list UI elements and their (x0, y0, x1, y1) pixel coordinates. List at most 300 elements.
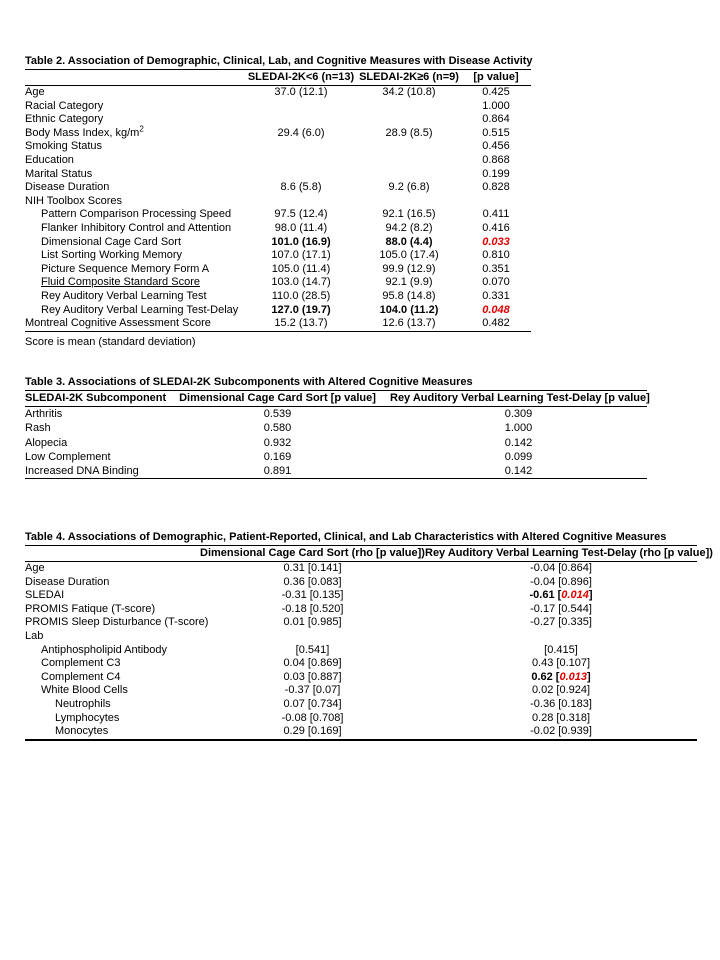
table-row (25, 290, 531, 304)
row-label: Lymphocytes (55, 711, 120, 724)
value-cell (425, 576, 697, 590)
table-row (25, 208, 531, 222)
value-cell (200, 644, 425, 658)
significant-pvalue: 0.014 (561, 589, 589, 602)
table2 (25, 70, 531, 332)
row-label-cell (25, 276, 245, 290)
table2-footnote: Score is mean (standard deviation) (25, 335, 196, 348)
value-cell (357, 249, 461, 263)
value-text: [0.415] (544, 643, 578, 656)
row-label-cell (25, 464, 165, 479)
value-cell (461, 249, 531, 263)
value-text: 0.070 (482, 276, 510, 289)
row-label-cell (25, 124, 245, 141)
value-cell (357, 154, 461, 168)
value-text: 0.07 [0.734] (283, 697, 342, 710)
value-cell (461, 290, 531, 304)
table-row (25, 236, 531, 250)
row-label-cell (25, 576, 200, 590)
value-cell (357, 290, 461, 304)
value-cell (245, 222, 357, 236)
row-label: Fluid Composite Standard Score (41, 276, 200, 289)
row-label-cell (25, 154, 245, 168)
row-label-cell (25, 603, 200, 617)
significant-pvalue: 0.013 (559, 670, 587, 683)
row-label: Marital Status (25, 167, 93, 180)
table-row (25, 712, 697, 726)
value-cell (357, 236, 461, 250)
table4 (25, 546, 713, 741)
row-label: Increased DNA Binding (25, 465, 139, 478)
value-text: 0.416 (482, 221, 510, 234)
row-label: Alopecia (25, 436, 68, 449)
row-label-cell (25, 317, 245, 331)
value-text: 0.331 (482, 289, 510, 302)
row-label-cell (25, 195, 245, 209)
row-label-cell (25, 113, 245, 127)
row-label-cell (25, 407, 165, 422)
value-text: 37.0 (12.1) (274, 86, 328, 98)
table2-header-row (25, 70, 531, 86)
table-row (25, 589, 697, 603)
value-text: 0.03 [0.887] (283, 670, 342, 683)
value-cell (425, 725, 697, 740)
value-text: 0.43 [0.107] (531, 657, 591, 670)
value-cell (245, 154, 357, 168)
value-text: 0.351 (482, 262, 510, 275)
value-text: 99.9 (12.9) (382, 262, 436, 275)
value-cell (200, 684, 425, 698)
value-text: 12.6 (13.7) (382, 317, 436, 330)
row-label-cell (25, 671, 200, 685)
row-label: Education (25, 153, 74, 166)
row-label-cell (25, 684, 200, 698)
table-row (25, 263, 531, 277)
table-row (25, 698, 697, 712)
row-label: Low Complement (25, 450, 111, 463)
row-label-cell (25, 168, 245, 182)
row-label: Rash (25, 422, 51, 435)
table-row (25, 154, 531, 168)
row-label-cell (25, 630, 200, 644)
value-cell (245, 317, 357, 331)
table-row (25, 725, 697, 740)
row-label: Lab (25, 629, 44, 642)
value-cell (245, 86, 357, 100)
value-cell (461, 195, 531, 209)
value-cell (200, 630, 425, 644)
value-text: ] (587, 670, 591, 683)
value-cell (245, 181, 357, 195)
value-text: ] (588, 589, 593, 602)
table-row (25, 304, 531, 318)
value-text: -0.61 [ (529, 589, 562, 602)
value-cell (461, 140, 531, 154)
value-cell (461, 100, 531, 114)
table3-header-dccs: Dimensional Cage Card Sort [p value] (165, 391, 390, 407)
value-text: 98.0 (11.4) (274, 221, 328, 234)
value-cell (461, 236, 531, 250)
value-cell (245, 100, 357, 114)
value-cell (245, 304, 357, 318)
row-label-cell (25, 263, 245, 277)
row-label-cell (25, 140, 245, 154)
value-text: 1.000 (504, 422, 533, 435)
value-cell (390, 407, 647, 422)
value-text: 0.482 (482, 317, 510, 330)
table-row (25, 140, 531, 154)
table-row (25, 616, 697, 630)
value-text: 0.580 (263, 422, 292, 435)
value-text: 0.868 (482, 153, 510, 166)
value-text: 127.0 (19.7) (271, 303, 331, 316)
value-cell (390, 436, 647, 450)
value-cell (165, 464, 390, 479)
value-cell (357, 317, 461, 331)
row-label-cell (25, 222, 245, 236)
value-cell (425, 698, 697, 712)
table3-container (25, 376, 650, 479)
value-cell (425, 630, 697, 644)
value-text: -0.02 [0.939] (530, 725, 592, 738)
row-label: Complement C3 (41, 657, 121, 670)
table4-body (25, 562, 697, 740)
row-label-cell (25, 450, 165, 464)
row-label-cell (25, 725, 200, 740)
table3-title: Table 3. Associations of SLEDAI-2K Subcomponents with Altered Cognitive Measures (25, 376, 647, 391)
value-text: 0.199 (482, 167, 510, 180)
row-label: Age (25, 562, 45, 574)
value-text: -0.27 [0.335] (530, 616, 592, 629)
value-text: 0.01 [0.985] (283, 616, 342, 629)
table-row (25, 181, 531, 195)
value-text: -0.31 [0.135] (281, 589, 344, 602)
value-cell (200, 562, 425, 576)
row-label-cell (25, 100, 245, 114)
value-text: 88.0 (4.4) (385, 235, 433, 248)
table-row (25, 317, 531, 331)
value-text: 34.2 (10.8) (382, 86, 436, 98)
value-text: 0.864 (482, 113, 510, 126)
value-cell (245, 127, 357, 141)
table4-header-ravlt: Rey Auditory Verbal Learning Test-Delay (rho [p value]) (425, 546, 697, 562)
value-text: 95.8 (14.8) (382, 289, 436, 302)
row-label-cell (25, 249, 245, 263)
value-text: 103.0 (14.7) (271, 276, 331, 289)
value-cell (200, 725, 425, 740)
table-row (25, 684, 697, 698)
value-cell (357, 168, 461, 182)
table2-body (25, 86, 531, 332)
value-text: 107.0 (17.1) (271, 249, 331, 262)
value-cell (357, 86, 461, 100)
value-text: [0.541] (295, 643, 330, 656)
value-cell (357, 127, 461, 141)
value-cell (461, 127, 531, 141)
value-cell (200, 603, 425, 617)
table3-body (25, 407, 647, 479)
row-label: PROMIS Sleep Disturbance (T-score) (25, 616, 209, 629)
value-cell (461, 263, 531, 277)
row-label-cell (25, 436, 165, 450)
table-row (25, 86, 531, 100)
value-text: 8.6 (5.8) (280, 181, 322, 194)
row-label: SLEDAI (25, 589, 65, 602)
value-text: 0.169 (263, 450, 292, 463)
value-cell (461, 181, 531, 195)
row-label: Disease Duration (25, 181, 110, 194)
value-text: 0.411 (482, 208, 510, 221)
value-cell (245, 140, 357, 154)
row-label: White Blood Cells (41, 684, 128, 697)
value-cell (461, 276, 531, 290)
value-cell (245, 263, 357, 277)
value-text: -0.04 [0.896] (530, 575, 592, 588)
value-cell (245, 195, 357, 209)
value-cell (461, 86, 531, 100)
row-label-cell (25, 589, 200, 603)
value-cell (461, 168, 531, 182)
significant-pvalue: 0.033 (482, 235, 510, 248)
value-text: 104.0 (11.2) (379, 303, 439, 316)
value-cell (425, 684, 697, 698)
value-text: 0.309 (504, 408, 533, 420)
value-text: 105.0 (11.4) (271, 262, 331, 275)
value-cell (200, 657, 425, 671)
value-cell (245, 276, 357, 290)
table-row (25, 127, 531, 141)
value-cell (357, 263, 461, 277)
value-cell (245, 249, 357, 263)
row-label: Pattern Comparison Processing Speed (41, 208, 232, 221)
value-text: 0.04 [0.869] (283, 657, 342, 670)
table-row (25, 657, 697, 671)
value-text: 0.828 (482, 181, 510, 194)
value-cell (461, 317, 531, 331)
value-text: 110.0 (28.5) (271, 289, 331, 302)
row-label-cell (25, 562, 200, 576)
value-text: 94.2 (8.2) (385, 221, 433, 234)
row-label-cell (25, 290, 245, 304)
value-cell (390, 464, 647, 479)
value-text: -0.17 [0.544] (530, 602, 592, 615)
value-cell (357, 276, 461, 290)
row-label: NIH Toolbox Scores (25, 194, 123, 207)
table2-container (25, 55, 531, 349)
row-label-cell (25, 712, 200, 726)
table-row (25, 644, 697, 658)
value-text: 97.5 (12.4) (274, 208, 328, 221)
value-text: 0.62 [ (531, 670, 560, 683)
table3-header-row (25, 391, 647, 407)
value-cell (390, 421, 647, 435)
table2-header-pvalue: [p value] (461, 70, 531, 86)
value-cell (357, 195, 461, 209)
value-cell (245, 113, 357, 127)
value-cell (425, 562, 697, 576)
value-cell (165, 421, 390, 435)
table-row (25, 464, 647, 479)
value-text: 1.000 (482, 99, 510, 112)
value-cell (461, 208, 531, 222)
table-row (25, 276, 531, 290)
table2-title: Table 2. Association of Demographic, Clinical, Lab, and Cognitive Measures with Disease Activity (25, 55, 531, 70)
row-label: Age (25, 86, 45, 98)
row-label: List Sorting Working Memory (41, 249, 183, 262)
row-label: Complement C4 (41, 670, 121, 683)
value-text: 15.2 (13.7) (274, 317, 328, 330)
table-row (25, 671, 697, 685)
row-label: Racial Category (25, 99, 104, 112)
value-cell (357, 100, 461, 114)
row-label-cell (25, 644, 200, 658)
row-label: Disease Duration (25, 575, 110, 588)
value-cell (461, 154, 531, 168)
value-cell (425, 644, 697, 658)
value-cell (461, 222, 531, 236)
value-cell (200, 712, 425, 726)
value-text: 9.2 (6.8) (388, 181, 430, 194)
row-label-cell (25, 86, 245, 100)
row-label-cell (25, 421, 165, 435)
value-cell (245, 236, 357, 250)
row-label-cell (25, 657, 200, 671)
table3-header-ravlt: Rey Auditory Verbal Learning Test-Delay [p value] (390, 391, 647, 407)
value-text: 0.515 (482, 126, 510, 139)
value-text: 0.02 [0.924] (531, 684, 591, 697)
table-row (25, 630, 697, 644)
value-cell (357, 181, 461, 195)
table4-header-spacer (25, 546, 200, 562)
value-text: -0.18 [0.520] (281, 602, 344, 615)
row-label-cell (25, 236, 245, 250)
value-cell (200, 589, 425, 603)
value-cell (165, 450, 390, 464)
value-text: 0.29 [0.169] (283, 725, 342, 738)
value-cell (357, 208, 461, 222)
value-cell (461, 304, 531, 318)
row-label: Picture Sequence Memory Form A (41, 262, 210, 275)
table4-title: Table 4. Associations of Demographic, Patient-Reported, Clinical, and Lab Characteristics with Altered Cognitive Measures (25, 531, 697, 546)
row-label-cell (25, 304, 245, 318)
row-label-cell (25, 698, 200, 712)
value-cell (200, 671, 425, 685)
table-row (25, 562, 697, 576)
value-cell (425, 589, 697, 603)
table4-container (25, 531, 713, 741)
value-text: 0.31 [0.141] (283, 562, 342, 574)
value-cell (357, 222, 461, 236)
table-row (25, 100, 531, 114)
row-label: Rey Auditory Verbal Learning Test (41, 289, 207, 302)
value-text: -0.37 [0.07] (284, 684, 341, 697)
table3-header-subcomponent: SLEDAI-2K Subcomponent (25, 391, 165, 407)
value-text: 0.810 (482, 249, 510, 262)
value-cell (425, 657, 697, 671)
value-cell (425, 603, 697, 617)
value-text: 101.0 (16.9) (271, 235, 331, 248)
table-row (25, 195, 531, 209)
table-row (25, 436, 647, 450)
row-label-cell (25, 616, 209, 630)
value-text: 92.1 (16.5) (382, 208, 436, 221)
value-cell (357, 113, 461, 127)
value-cell (390, 450, 647, 464)
table-row (25, 603, 697, 617)
value-cell (165, 436, 390, 450)
row-label-cell (25, 208, 245, 222)
row-label: Rey Auditory Verbal Learning Test-Delay (41, 303, 239, 316)
value-text: 0.932 (263, 436, 292, 449)
table4-header-dccs: Dimensional Cage Card Sort (rho [p value]) (200, 546, 425, 562)
table-row (25, 450, 647, 464)
value-text: 0.099 (504, 450, 533, 463)
row-label-superscript: 2 (139, 124, 144, 134)
value-text: 0.36 [0.083] (283, 575, 342, 588)
value-cell (200, 698, 425, 712)
value-text: 28.9 (8.5) (385, 126, 433, 139)
value-text: 0.142 (504, 465, 533, 478)
row-label: Body Mass Index, kg/m (25, 126, 140, 139)
value-text: 0.456 (482, 140, 510, 153)
value-text: 29.4 (6.0) (277, 126, 325, 139)
value-cell (200, 576, 425, 590)
value-text: 92.1 (9.9) (385, 276, 433, 289)
row-label: Ethnic Category (25, 113, 104, 126)
table-row (25, 576, 697, 590)
value-cell (461, 113, 531, 127)
table-row (25, 168, 531, 182)
value-text: -0.08 [0.708] (281, 711, 344, 724)
value-cell (425, 671, 697, 685)
table2-header-spacer (25, 70, 245, 86)
value-cell (245, 290, 357, 304)
value-text: 0.142 (504, 436, 533, 449)
table-row (25, 407, 647, 422)
table2-header-group1: SLEDAI-2K<6 (n=13) (245, 70, 357, 86)
table2-header-group2: SLEDAI-2K≥6 (n=9) (357, 70, 461, 86)
table4-header-row (25, 546, 697, 562)
table-row (25, 113, 531, 127)
value-cell (357, 304, 461, 318)
value-text: -0.04 [0.864] (530, 562, 592, 574)
value-text: 105.0 (17.4) (379, 249, 439, 262)
value-cell (165, 407, 390, 422)
row-label: PROMIS Fatique (T-score) (25, 602, 156, 615)
value-cell (200, 616, 425, 630)
row-label: Smoking Status (25, 140, 103, 153)
row-label: Flanker Inhibitory Control and Attention (41, 221, 232, 234)
row-label: Dimensional Cage Card Sort (41, 235, 182, 248)
significant-pvalue: 0.048 (482, 303, 510, 316)
value-cell (357, 140, 461, 154)
table3 (25, 391, 650, 479)
value-text: 0.425 (482, 86, 510, 98)
value-text: -0.36 [0.183] (530, 697, 592, 710)
value-text: 0.539 (263, 408, 292, 420)
row-label: Neutrophils (55, 697, 111, 710)
row-label: Arthritis (25, 408, 63, 420)
value-text: 0.28 [0.318] (531, 711, 591, 724)
value-text: 0.891 (263, 465, 292, 478)
row-label: Monocytes (55, 725, 109, 738)
value-cell (245, 208, 357, 222)
value-cell (425, 712, 697, 726)
row-label-cell (25, 181, 245, 195)
table-row (25, 222, 531, 236)
table-row (25, 421, 647, 435)
value-cell (425, 616, 697, 630)
